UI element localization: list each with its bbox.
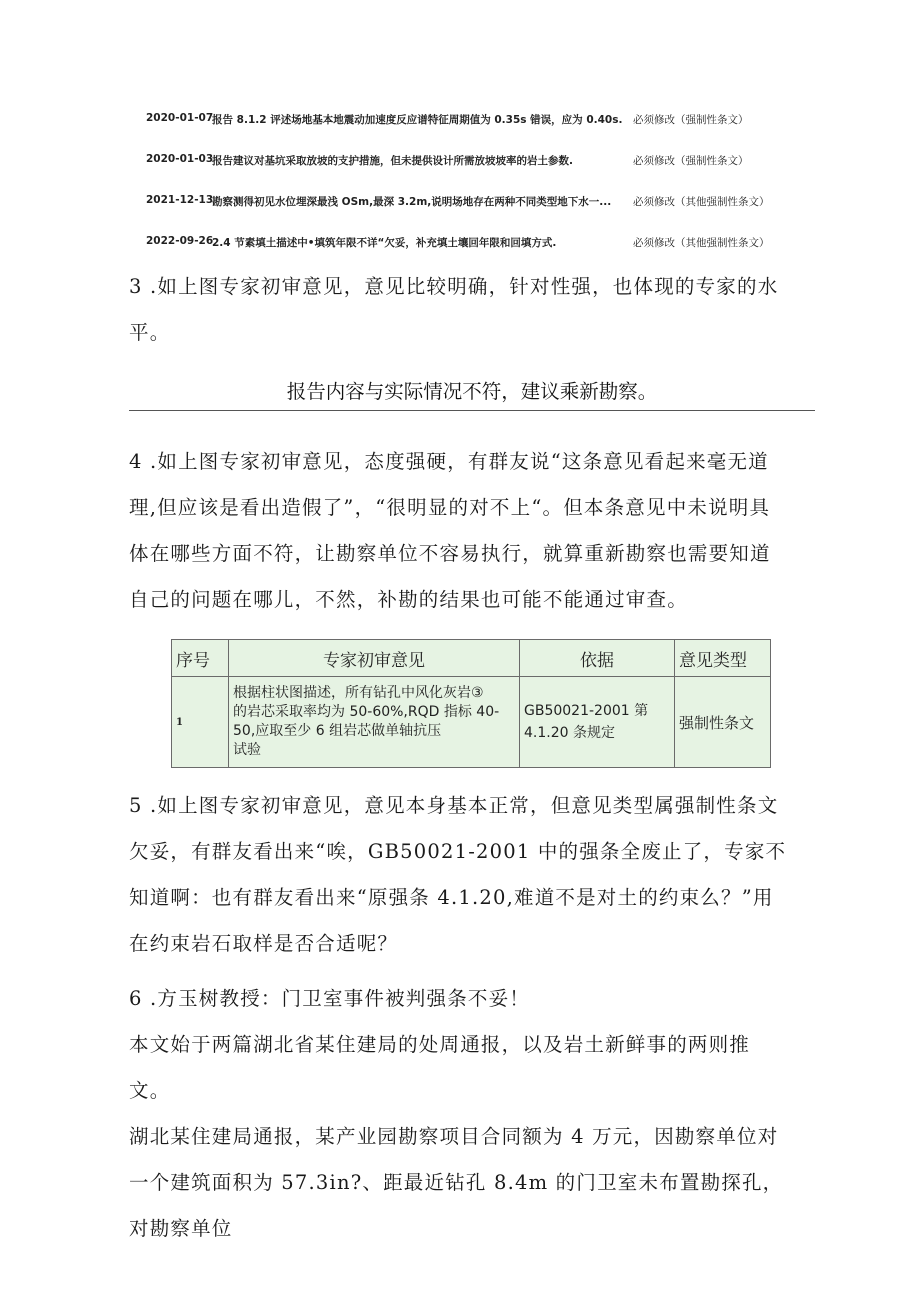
paragraph-5: 5 .如上图专家初审意见，意见本身基本正常，但意见类型属强制性条文欠妥，有群友看出来“唉，GB50021-2001 中的强条全废止了，专家不知道啊：也有群友看出来“原强条 4.1.20,难道不是对土的约束么？”用在约束岩石取样是否合适呢？ [129,794,787,955]
paragraph-6 [129,976,789,1252]
review-date: 2022-09-26 [146,235,214,247]
review-type: 必须修改（其他强制性条文） [633,196,770,208]
paragraph-3: 3 .如上图专家初审意见，意见比较明确，针对性强，也体现的专家的水平。 [129,275,779,344]
review-date: 2020-01-07 [146,112,214,124]
opinion-table [171,639,771,768]
basis-line: 4.1.20 条规定 [524,725,615,741]
basis-line: GB50021-2001 第 [524,703,649,719]
headline-divider [129,410,815,411]
cell-type: 强制性条文 [675,677,771,768]
header-basis: 依据 [520,640,675,677]
opinion-line: 的岩芯采取率均为 50-60%,RQD 指标 40- [233,704,500,720]
review-row [146,194,846,235]
header-no: 序号 [172,640,229,677]
cell-opinion [229,677,520,768]
review-date: 2020-01-03 [146,153,214,165]
review-text: 报告 8.1.2 评述场地基本地震动加速度反应谱特征周期值为 0.35s 错误，应为 0.40s. [212,114,623,126]
review-type: 必须修改（强制性条文） [633,155,749,167]
header-type: 意见类型 [675,640,771,677]
review-text: 勘察测得初见水位埋深最浅 OSm,最深 3.2m,说明场地存在两种不同类型地下水一... [212,196,612,208]
header-opinion: 专家初审意见 [229,640,520,677]
review-type: 必须修改（其他强制性条文） [633,237,770,249]
cell-no: 1 [172,677,229,768]
opinion-line: 试验 [233,742,261,758]
review-opinion-list [146,112,846,276]
review-row [146,112,846,153]
review-text: 2.4 节素填土描述中•填筑年限不详“欠妥，补充填土壤回年限和回填方式. [212,237,557,249]
opinion-line: 50,应取至少 6 组岩芯做单轴抗压 [233,723,442,739]
review-date: 2021-12-13 [146,194,214,206]
paragraph-6-title: 6 .方玉树教授：门卫室事件被判强条不妥！ [129,987,531,1010]
opinion-line: 根据柱状图描述，所有钻孔中风化灰岩③ [233,685,484,701]
review-row [146,153,846,194]
review-type: 必须修改（强制性条文） [633,114,749,126]
review-text: 报告建议对基坑采取放坡的支护措施，但未提供设计所需放坡坡率的岩土参数. [212,155,573,167]
paragraph-4: 4 .如上图专家初审意见，态度强硬，有群友说“这条意见看起来毫无道理,但应该是看出造假了”，“很明显的对不上“。但本条意见中未说明具体在哪些方面不符，让勘察单位不容易执行，就算重新勘察也需要知道自己的问题在哪儿，不然，补勘的结果也可能不能通过审查。 [129,450,771,611]
table-row [172,677,771,768]
paragraph-6-body: 湖北某住建局通报，某产业园勘察项目合同额为 4 万元，因勘察单位对一个建筑面积为 57.3in?、距最近钻孔 8.4m 的门卫室未布置勘探孔，对勘察单位 [129,1125,784,1240]
table-header-row [172,640,771,677]
cell-basis [520,677,675,768]
opinion-headline: 报告内容与实际情况不符，建议乘新勘察。 [286,380,658,403]
paragraph-6-intro: 本文始于两篇湖北省某住建局的处周通报，以及岩土新鲜事的两则推文。 [129,1033,751,1102]
